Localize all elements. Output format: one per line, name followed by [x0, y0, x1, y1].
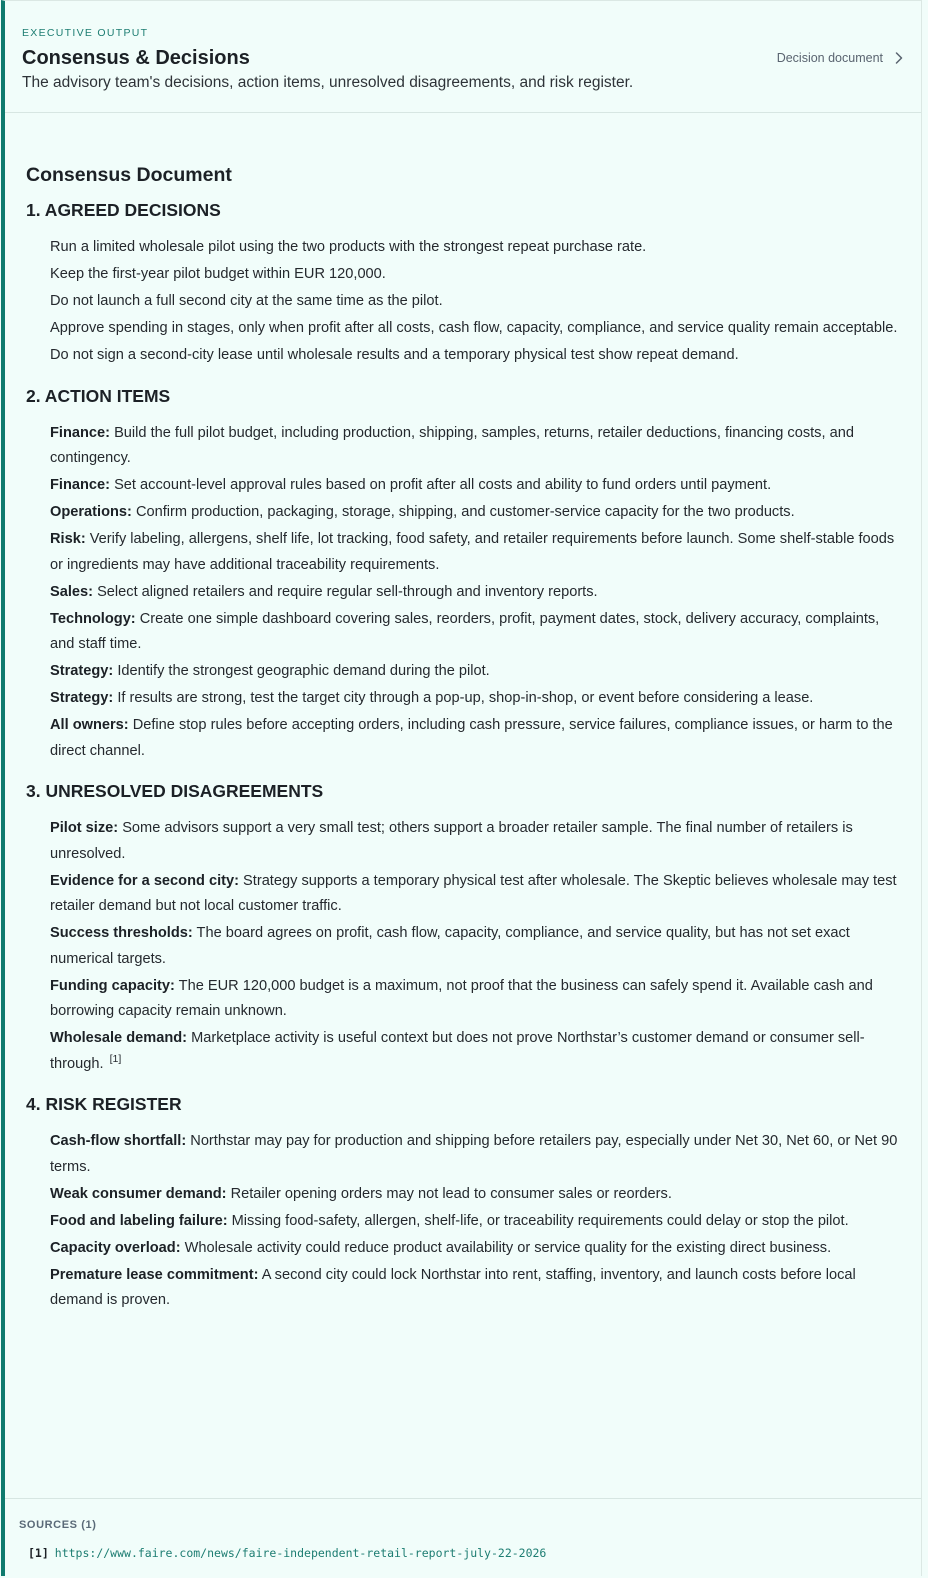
section-heading: 3. UNRESOLVED DISAGREEMENTS	[26, 781, 324, 801]
source-link[interactable]: https://www.faire.com/news/faire-independent-retail-report-july-22-2026	[54, 1546, 547, 1560]
sources-label: SOURCES (1)	[19, 1519, 97, 1531]
item-text: Strategy supports a temporary physical test after wholesale. The Skeptic believes wholesale may test retailer demand but not local customer traffic.	[50, 872, 897, 914]
list-item	[50, 1209, 901, 1235]
section-items	[26, 1129, 901, 1314]
section-heading: 4. RISK REGISTER	[26, 1094, 182, 1114]
list-item	[50, 343, 901, 369]
list-item	[50, 816, 901, 867]
item-label: All owners:	[50, 717, 129, 733]
list-item	[50, 580, 901, 606]
list-item	[50, 1236, 901, 1262]
list-item	[50, 1129, 901, 1180]
item-text: Wholesale activity could reduce product availability or service quality for the existing direct business.	[184, 1239, 832, 1256]
item-label: Strategy:	[50, 663, 114, 679]
list-item	[50, 869, 901, 920]
item-label: Cash-flow shortfall:	[50, 1133, 187, 1149]
item-label: Risk:	[50, 531, 86, 547]
list-item	[50, 974, 901, 1025]
list-item	[50, 1182, 901, 1208]
item-label: Weak consumer demand:	[50, 1185, 227, 1202]
item-text: Verify labeling, allergens, shelf life, lot tracking, food safety, and retailer requirements before launch. Some shelf-stable foods or ingredients may have additional traceability requirements.	[50, 531, 895, 573]
list-item	[50, 921, 901, 972]
item-label: Finance:	[50, 477, 111, 493]
chevron-right-icon	[895, 52, 903, 64]
item-text: The board agrees on profit, cash flow, capacity, compliance, and service quality, but has not set exact numerical targets.	[50, 925, 850, 967]
item-text: Missing food-safety, allergen, shelf-life, or traceability requirements could delay or stop the pilot.	[231, 1212, 849, 1229]
citation-marker[interactable]: [1]	[109, 1052, 122, 1065]
list-item	[50, 421, 901, 472]
item-label: Pilot size:	[50, 820, 119, 836]
item-text: Identify the strongest geographic demand during the pilot.	[117, 663, 490, 679]
item-text: Create one simple dashboard covering sales, reorders, profit, payment dates, stock, delivery accuracy, complaints, and staff time.	[50, 610, 880, 652]
item-label: Success thresholds:	[50, 925, 193, 941]
document-sections	[26, 199, 901, 1314]
list-item	[50, 1263, 901, 1314]
document-body	[5, 113, 921, 1314]
item-text: Set account-level approval rules based on profit after all costs and ability to fund orders until payment.	[114, 477, 772, 493]
item-text: Confirm production, packaging, storage, shipping, and customer-service capacity for the two products.	[135, 504, 795, 520]
list-item	[50, 686, 901, 712]
item-text: Approve spending in stages, only when profit after all costs, cash flow, capacity, compliance, and service quality remain acceptable.	[50, 320, 898, 336]
item-text: Select aligned retailers and require regular sell-through and inventory reports.	[97, 583, 598, 600]
item-text: Build the full pilot budget, including production, shipping, samples, returns, retailer deductions, financing costs, and contingency.	[50, 424, 854, 466]
list-item	[50, 527, 901, 578]
item-label: Capacity overload:	[50, 1239, 181, 1256]
item-label: Evidence for a second city:	[50, 872, 239, 889]
item-text: Run a limited wholesale pilot using the two products with the strongest repeat purchase rate.	[50, 239, 647, 255]
item-text: Marketplace activity is useful context but does not prove Northstar’s customer demand or consumer sell-through.	[50, 1030, 865, 1072]
source-item	[19, 1545, 921, 1561]
page-title: Consensus & Decisions	[22, 47, 250, 69]
item-text: Some advisors support a very small test; others support a broader retailer sample. The final number of retailers is unresolved.	[50, 820, 853, 862]
item-label: Premature lease commitment:	[50, 1266, 259, 1283]
item-text: Keep the first-year pilot budget within EUR 120,000.	[50, 266, 386, 282]
item-label: Operations:	[50, 504, 132, 520]
item-label: Wholesale demand:	[50, 1030, 188, 1046]
panel-header	[5, 1, 921, 113]
item-text: Retailer opening orders may not lead to consumer sales or reorders.	[230, 1185, 672, 1202]
item-label: Food and labeling failure:	[50, 1212, 228, 1229]
item-label: Funding capacity:	[50, 977, 175, 994]
list-item	[50, 262, 901, 288]
section-heading: 1. AGREED DECISIONS	[26, 200, 221, 220]
source-list	[19, 1545, 921, 1561]
list-item	[50, 473, 901, 499]
list-item	[50, 607, 901, 658]
list-item	[50, 500, 901, 526]
section-heading: 2. ACTION ITEMS	[26, 385, 171, 406]
document-title: Consensus Document	[26, 164, 232, 186]
section-items	[26, 816, 901, 1077]
list-item	[50, 659, 901, 685]
item-text: Define stop rules before accepting orders, including cash pressure, service failures, compliance issues, or harm to the direct channel.	[50, 717, 893, 759]
item-text: Do not launch a full second city at the same time as the pilot.	[50, 293, 443, 309]
item-label: Strategy:	[50, 690, 114, 706]
item-text: If results are strong, test the target city through a pop-up, shop-in-shop, or event before considering a lease.	[117, 690, 814, 706]
item-text: A second city could lock Northstar into rent, staffing, inventory, and launch costs before local demand is proven.	[50, 1266, 856, 1308]
list-item	[50, 289, 901, 315]
eyebrow-label: EXECUTIVE OUTPUT	[22, 27, 149, 39]
section-items	[26, 235, 901, 369]
item-text: Northstar may pay for production and shipping before retailers pay, especially under Net 30, Net 60, or Net 90 terms.	[50, 1133, 898, 1175]
decision-document-link[interactable]	[777, 50, 903, 66]
item-label: Finance:	[50, 424, 111, 441]
item-text: The EUR 120,000 budget is a maximum, not proof that the business can safely spend it. Available cash and borrowing capacity remain unknown.	[50, 977, 873, 1019]
decisions-panel	[1, 0, 922, 1576]
sources-section	[5, 1498, 921, 1561]
source-number: [1]	[28, 1546, 49, 1560]
section-items	[26, 421, 901, 765]
item-label: Technology:	[50, 610, 136, 627]
list-item	[50, 316, 901, 342]
list-item	[50, 235, 901, 261]
page-subtitle: The advisory team's decisions, action items, unresolved disagreements, and risk register.	[22, 74, 634, 91]
list-item	[50, 1026, 901, 1077]
decision-document-label: Decision document	[776, 51, 883, 65]
item-text: Do not sign a second-city lease until wholesale results and a temporary physical test show repeat demand.	[50, 347, 739, 363]
item-label: Sales:	[50, 583, 93, 600]
list-item	[50, 713, 901, 764]
